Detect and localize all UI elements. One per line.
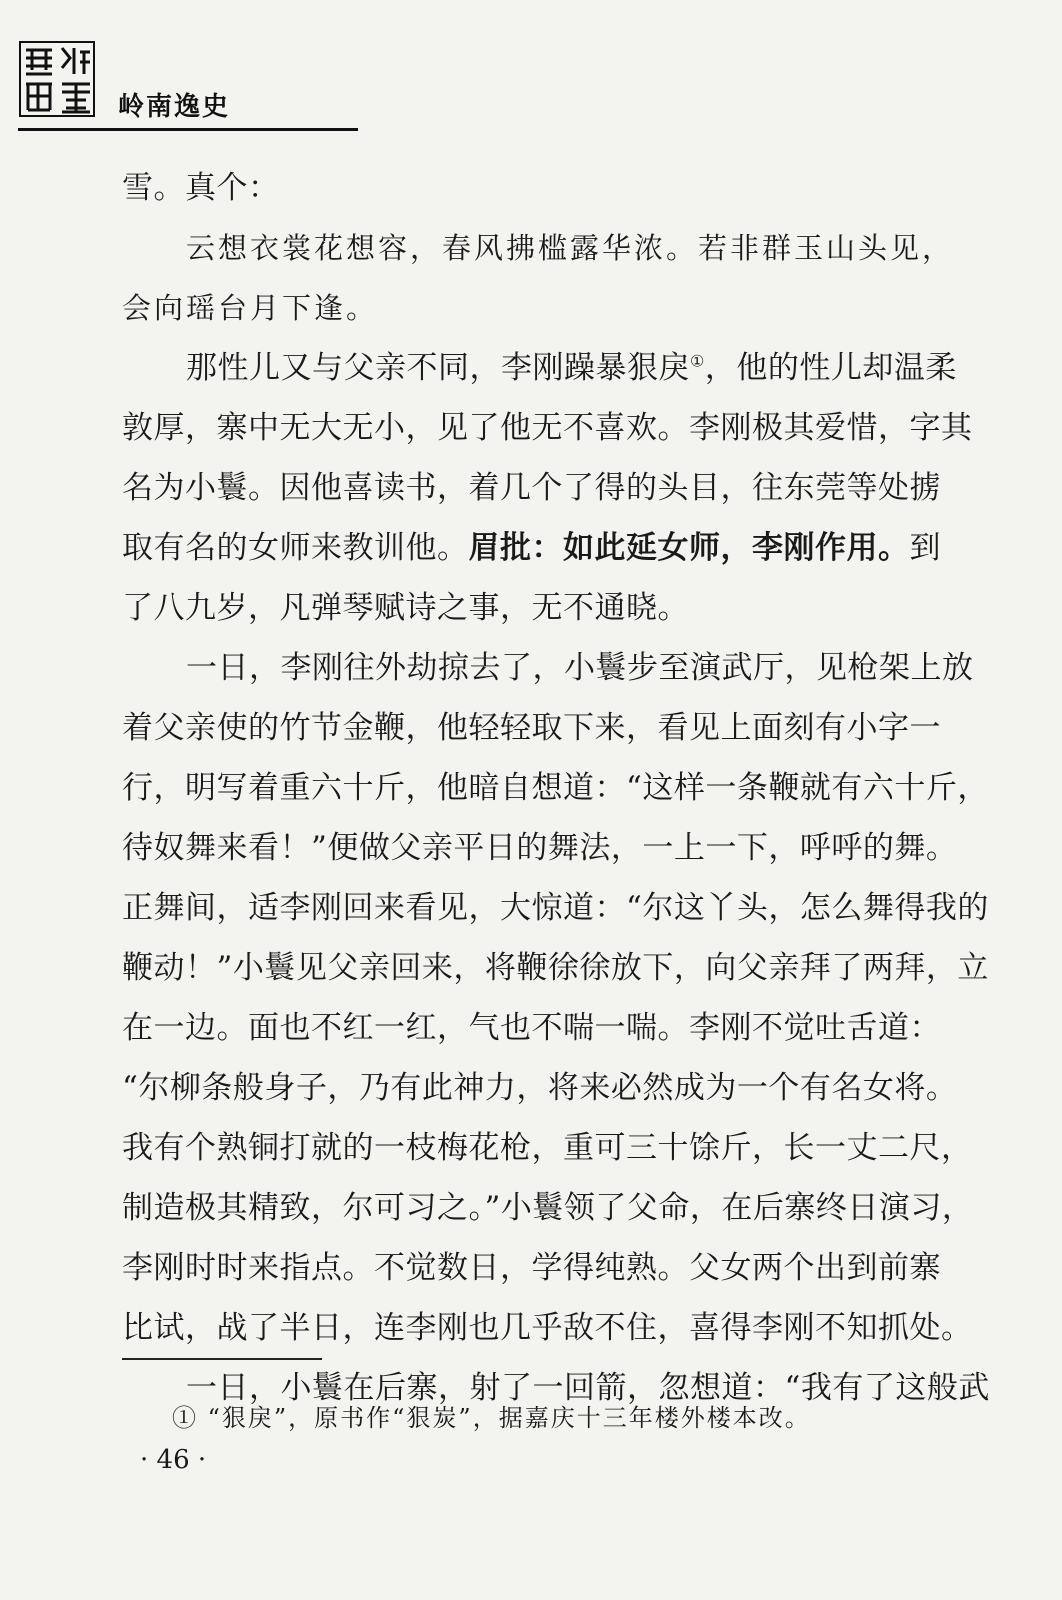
page-number: · 46 ·	[140, 1445, 207, 1475]
text-line: 雪。真个：	[122, 170, 280, 206]
poem-line: 会向瑶台月下逢。	[122, 291, 379, 325]
text-segment: 到	[909, 530, 941, 566]
text-line	[122, 338, 960, 398]
text-line: 着父亲使的竹节金鞭，他轻轻取下来，看见上面刻有小字一	[122, 710, 941, 746]
text-line: 比试，战了半日，连李刚也几乎敌不住，喜得李刚不知抓处。	[122, 1310, 973, 1346]
text-line: 正舞间，适李刚回来看见，大惊道：“尔这丫头，怎么舞得我的	[122, 890, 989, 926]
text-segment: ，他的性儿却温柔	[704, 350, 957, 386]
text-line: 了八九岁，凡弹琴赋诗之事，无不通晓。	[122, 590, 689, 626]
seal-logo-icon	[18, 40, 96, 118]
text-line: 敦厚，寨中无大无小，见了他无不喜欢。李刚极其爱惜，字其	[122, 410, 973, 446]
text-line: 一日，李刚往外劫掠去了，小鬟步至演武厅，见枪架上放	[186, 650, 974, 686]
text-line: 制造极其精致，尔可习之。”小鬟领了父命，在后寨终日演习，	[122, 1190, 974, 1226]
text-line: 在一边。面也不红一红，气也不喘一喘。李刚不觉吐舌道：	[122, 1010, 941, 1046]
text-line: 行，明写着重六十斤，他暗自想道：“这样一条鞭就有六十斤，	[122, 770, 989, 806]
header-divider	[18, 128, 358, 131]
body-text	[122, 158, 990, 1418]
book-title: 岭南逸史	[118, 92, 231, 122]
poem-line: 云想衣裳花想容，春风拂槛露华浓。若非群玉山头见，	[186, 231, 955, 265]
text-line: 我有个熟铜打就的一枝梅花枪，重可三十馀斤，长一丈二尺，	[122, 1130, 973, 1166]
text-line: “尔柳条般身子，乃有此神力，将来必然成为一个有名女将。	[122, 1070, 958, 1106]
text-segment: 取有名的女师来教训他。	[122, 530, 469, 566]
text-line	[122, 518, 960, 578]
text-line: 李刚时时来指点。不觉数日，学得纯熟。父女两个出到前寨	[122, 1250, 941, 1286]
text-segment: 那性儿又与父亲不同，李刚躁暴狠戾	[186, 350, 690, 386]
footnote-divider	[122, 1358, 322, 1360]
marginal-comment: 眉批：如此延女师，李刚作用。	[468, 530, 910, 566]
text-line: 待奴舞来看！”便做父亲平日的舞法，一上一下，呼呼的舞。	[122, 830, 958, 866]
text-line: 鞭动！”小鬟见父亲回来，将鞭徐徐放下，向父亲拜了两拜，立	[122, 950, 989, 986]
footnote-marker[interactable]: ①	[690, 351, 705, 371]
text-line: 一日，小鬟在后寨，射了一回箭，忽想道：“我有了这般武	[186, 1370, 990, 1406]
text-line: 名为小鬟。因他喜读书，着几个了得的头目，往东莞等处掳	[122, 470, 941, 506]
footnote: ① “狠戾”，原书作“狠炭”，据嘉庆十三年楼外楼本改。	[172, 1404, 811, 1432]
